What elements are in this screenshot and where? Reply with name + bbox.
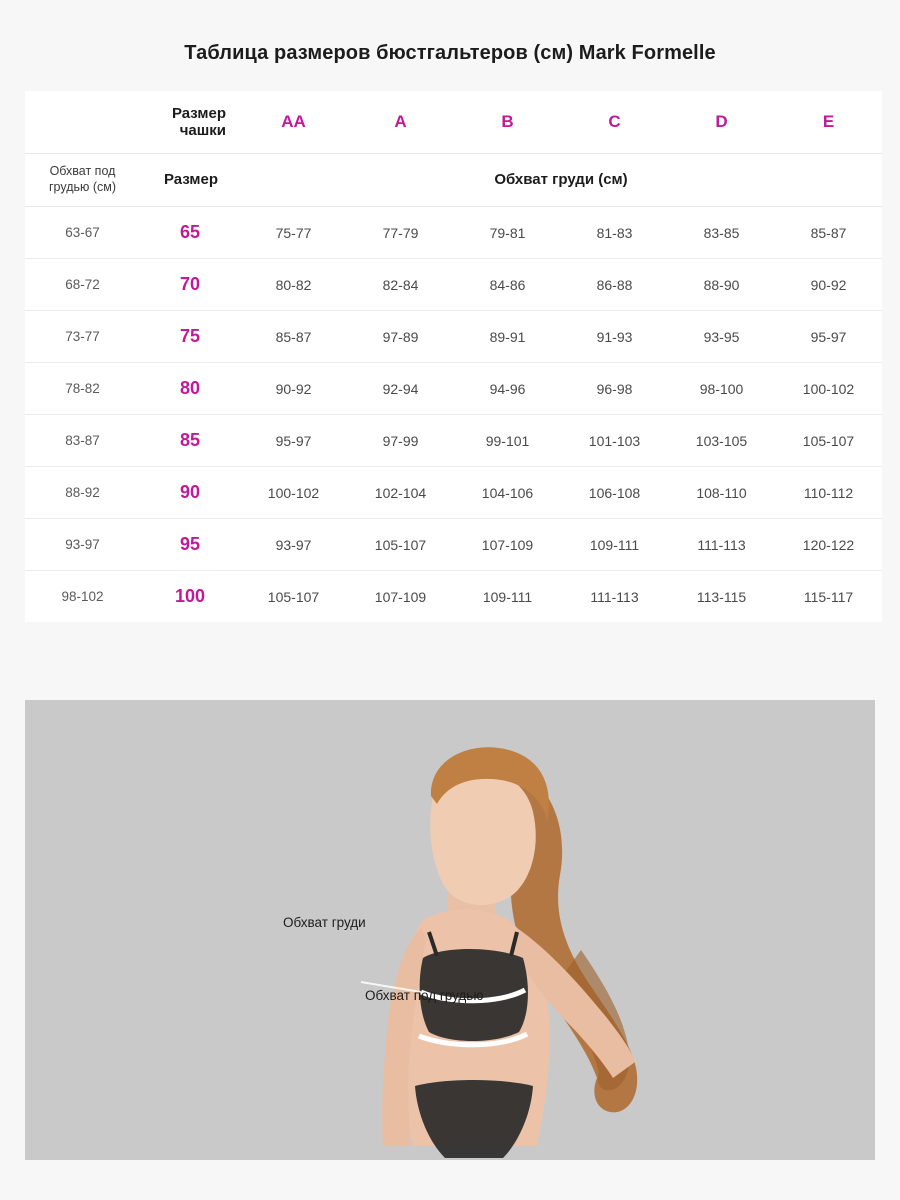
cell-d: 113-115 [696,588,747,605]
table-row [25,363,882,415]
cell-e: 115-117 [803,588,854,605]
model-illustration [25,700,875,1160]
cell-d: 103-105 [668,415,775,467]
cell-a: 77-79 [347,207,454,259]
cell-c: 86-88 [561,259,668,311]
table-row [25,519,882,571]
cell-b: 107-109 [454,519,561,571]
cell-a: 105-107 [347,519,454,571]
cell-c: 109-111 [561,519,668,571]
row-underbust: 73-77 [25,311,140,363]
cell-aa: 80-82 [240,259,347,311]
row-underbust: 98-102 [61,589,104,604]
table-header-cups [25,91,882,154]
cell-a: 97-99 [347,415,454,467]
row-underbust: 68-72 [25,259,140,311]
cup-size-label: Размер чашки [171,105,226,139]
cell-b: 79-81 [454,207,561,259]
cell-e: 95-97 [775,311,882,363]
bottom-spacer [0,1160,900,1200]
cell-e: 85-87 [775,207,882,259]
cell-aa: 93-97 [240,519,347,571]
measurement-photo [25,700,875,1160]
cell-a: 82-84 [347,259,454,311]
row-underbust: 93-97 [25,519,140,571]
cell-d: 93-95 [668,311,775,363]
cell-a: 97-89 [347,311,454,363]
bust-measure-label: Обхват груди [283,915,366,930]
cell-d: 88-90 [668,259,775,311]
cell-e: 100-102 [775,363,882,415]
cup-header-d: D [715,112,728,131]
cell-b: 89-91 [454,311,561,363]
cell-d: 83-85 [668,207,775,259]
cell-b: 84-86 [454,259,561,311]
row-underbust: 83-87 [25,415,140,467]
row-size: 80 [140,363,240,415]
cell-c: 81-83 [561,207,668,259]
cell-aa: 105-107 [267,588,320,605]
cup-header-aa: AA [281,112,306,131]
cell-c: 101-103 [561,415,668,467]
cell-d: 98-100 [668,363,775,415]
table-row [25,415,882,467]
cell-b: 94-96 [454,363,561,415]
cell-a: 107-109 [374,588,427,605]
cell-a: 102-104 [347,467,454,519]
row-size: 85 [140,415,240,467]
cell-c: 111-113 [590,588,639,605]
table-row [25,467,882,519]
cell-e: 120-122 [775,519,882,571]
table-row [25,571,882,623]
cell-b: 104-106 [454,467,561,519]
bust-header: Обхват груди (см) [240,154,882,207]
cell-d: 108-110 [668,467,775,519]
table-row [25,207,882,259]
table-row [25,259,882,311]
size-table [25,91,882,622]
cell-c: 91-93 [561,311,668,363]
row-size: 100 [174,586,206,606]
cup-header-a: A [394,112,407,131]
cell-a: 92-94 [347,363,454,415]
row-underbust: 78-82 [25,363,140,415]
cell-b: 109-111 [482,588,533,605]
table-header-measurements [25,154,882,207]
underbust-measure-label: Обхват под грудью [365,988,484,1003]
row-size: 65 [140,207,240,259]
size-table-container [25,91,875,622]
row-underbust: 63-67 [25,207,140,259]
table-row [25,311,882,363]
row-size: 95 [140,519,240,571]
size-header: Размер [140,154,240,207]
header-spacer [25,91,140,154]
cell-d: 111-113 [668,519,775,571]
row-size: 75 [140,311,240,363]
cell-aa: 90-92 [240,363,347,415]
cell-aa: 75-77 [240,207,347,259]
cell-aa: 95-97 [240,415,347,467]
cell-e: 90-92 [775,259,882,311]
cup-header-c: C [608,112,621,131]
cell-c: 106-108 [561,467,668,519]
cell-e: 105-107 [775,415,882,467]
cell-aa: 85-87 [240,311,347,363]
page-title: Таблица размеров бюстгальтеров (см) Mark Formelle [184,42,716,64]
cell-b: 99-101 [454,415,561,467]
underbust-header: Обхват под грудью (см) [25,154,140,207]
row-size: 70 [140,259,240,311]
cup-header-b: B [501,112,514,131]
cell-aa: 100-102 [240,467,347,519]
cup-header-e: E [822,112,835,131]
row-underbust: 88-92 [25,467,140,519]
cell-c: 96-98 [561,363,668,415]
row-size: 90 [140,467,240,519]
cell-e: 110-112 [775,467,882,519]
